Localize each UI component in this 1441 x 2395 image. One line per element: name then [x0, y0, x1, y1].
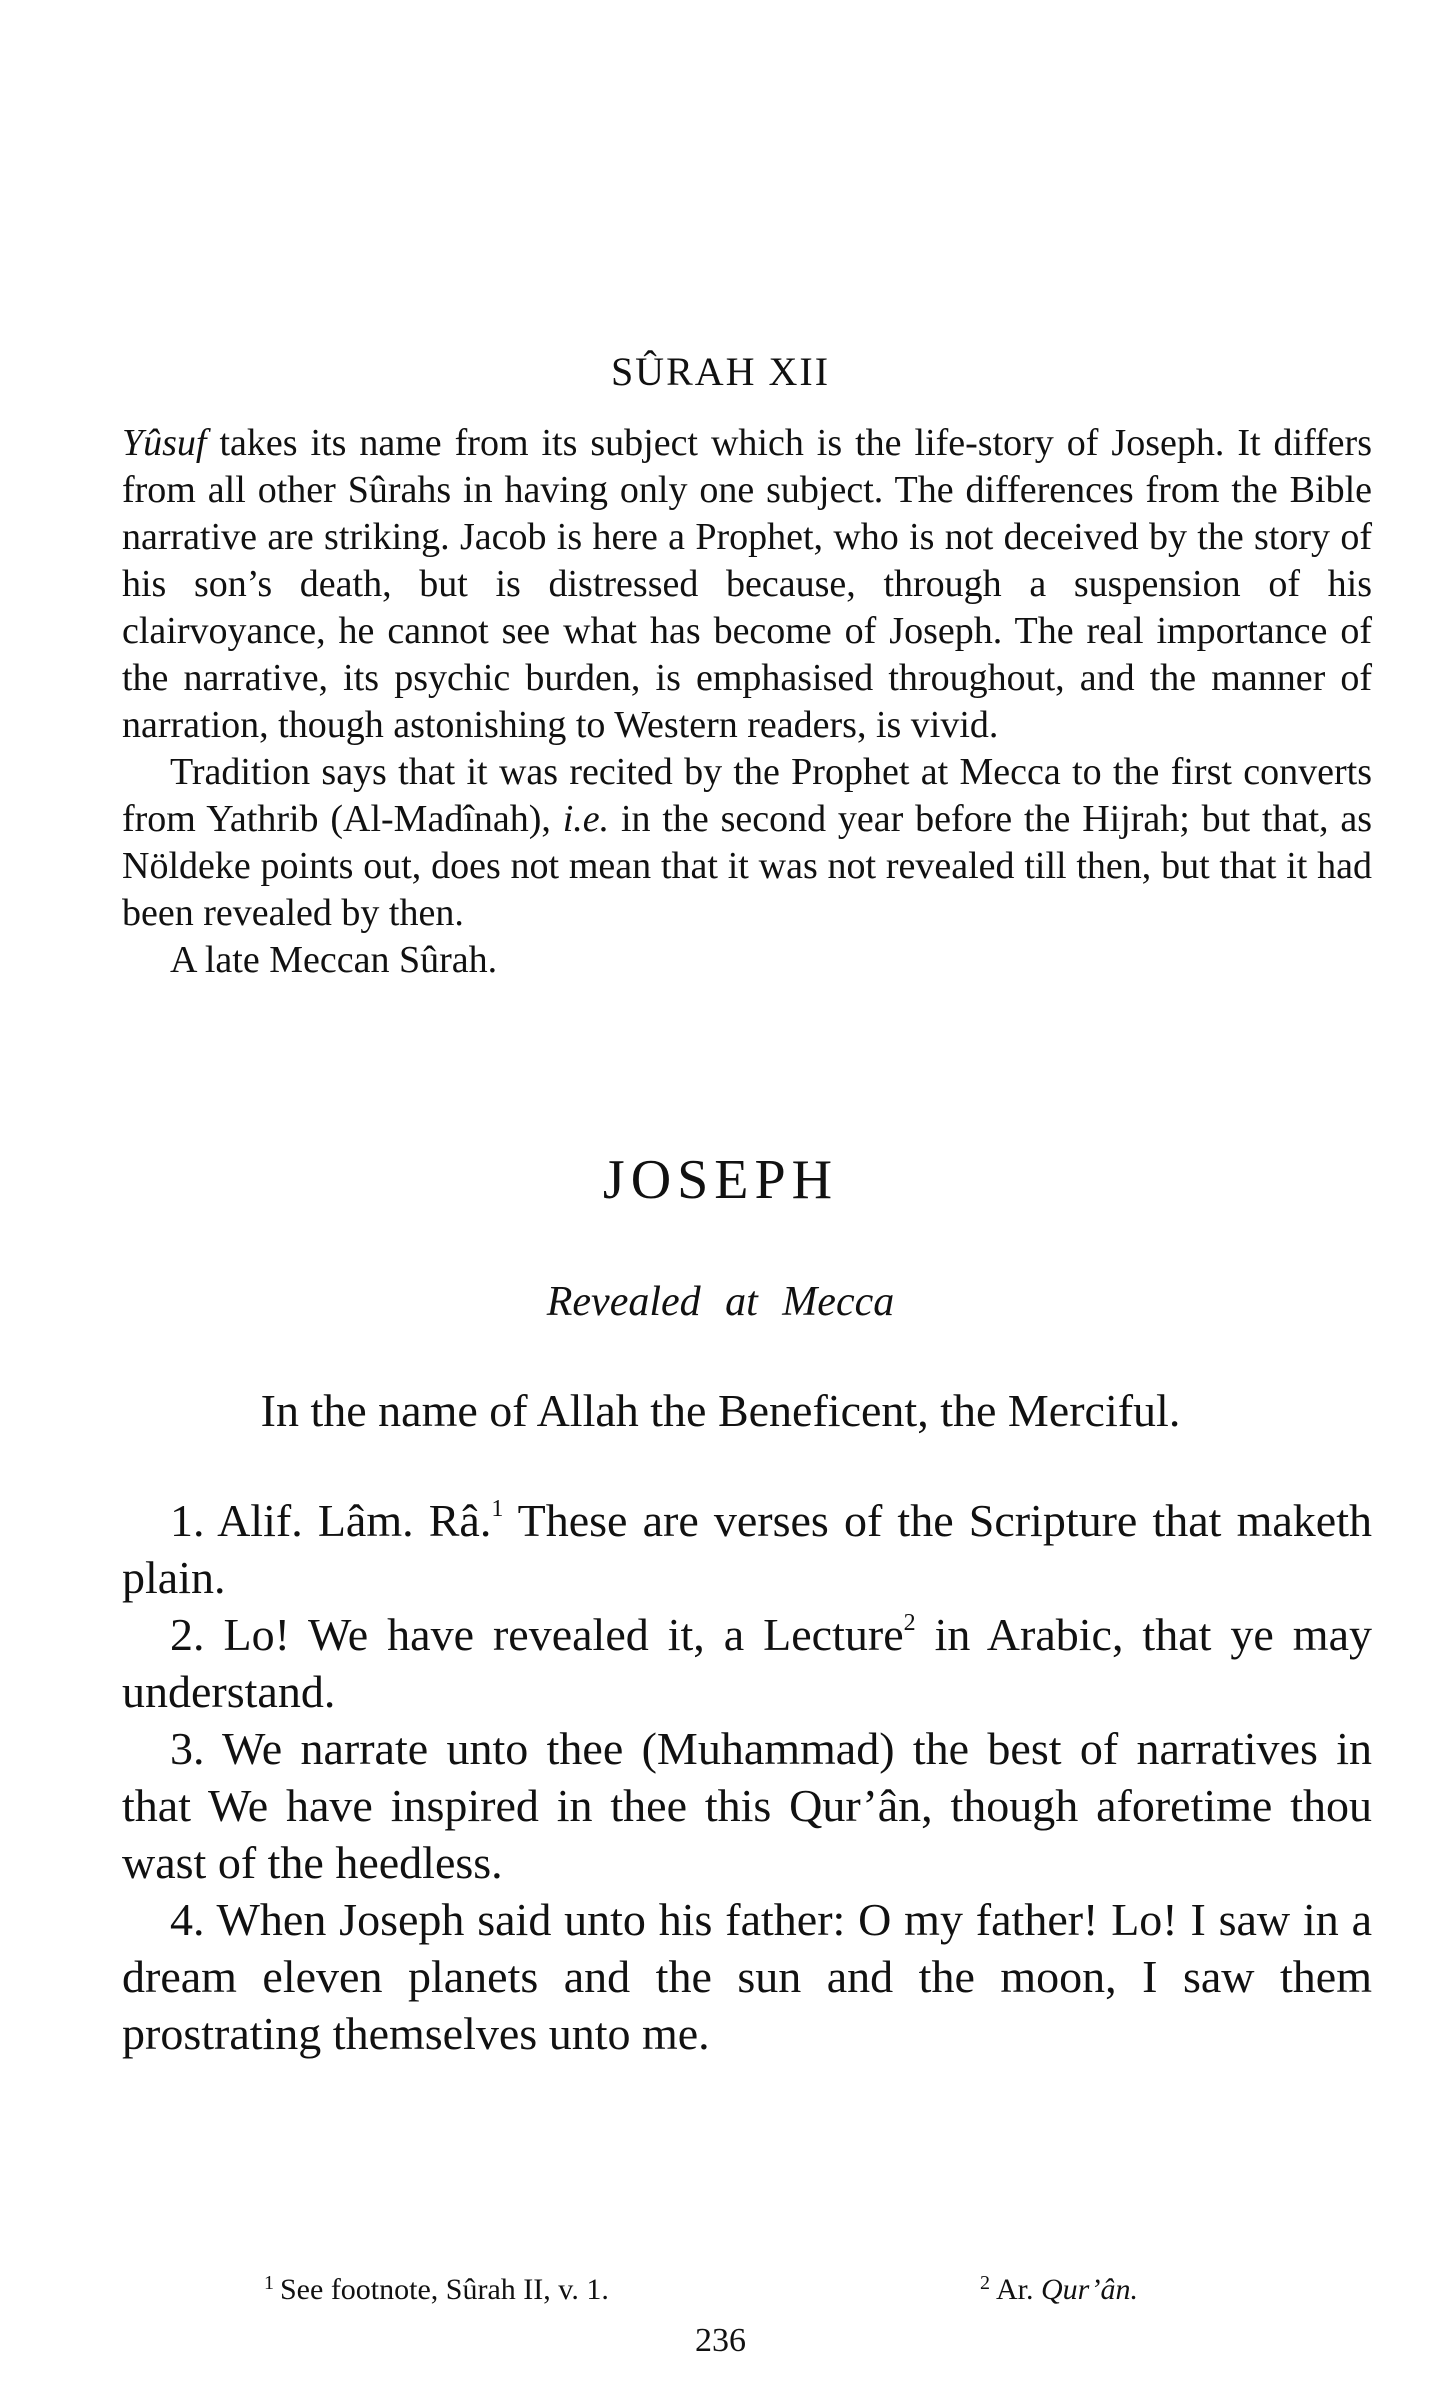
intro-p2-before: Tradition says that it was recited by the Prophet at Mecca to the first converts from Yathrib (Al-Madînah),	[122, 751, 1372, 840]
intro-p2-after: in the second year before the Hijrah; but that, as Nöldeke points out, does not mean that it was not revealed till then, but that it had been revealed by then.	[122, 798, 1372, 934]
chapter-title: JOSEPH	[602, 1149, 839, 1211]
introduction	[122, 420, 1372, 984]
intro-paragraph-1	[122, 420, 1372, 749]
intro-p2-ie: i.e.	[562, 798, 610, 840]
verse-1-end: These are verses of the Scripture that maketh plain.	[122, 1495, 1372, 1603]
footnote-1	[264, 2272, 609, 2307]
verse-3: 3. We narrate unto thee (Muhammad) the best of narratives in that We have inspired in thee this Qur’ân, though aforetime thou wast of the heedless.	[122, 1723, 1372, 1888]
verse-2-end: in Arabic, that ye may understand.	[122, 1609, 1372, 1717]
footnote-1-text: See footnote, Sûrah II, v. 1.	[280, 2273, 609, 2306]
verse-2-start: 2. Lo! We have revealed it, a Lecture	[170, 1609, 904, 1660]
footnote-2-mark: 2	[980, 2272, 990, 2294]
footnote-ref-1: 1	[491, 1496, 504, 1522]
invocation: In the name of Allah the Beneficent, the Merciful.	[260, 1385, 1181, 1436]
intro-paragraph-3: A late Meccan Sûrah.	[170, 939, 498, 981]
verse-1	[122, 1492, 1372, 1606]
footnote-2	[980, 2272, 1138, 2307]
page-number: 236	[695, 2322, 746, 2359]
footnote-ref-2: 2	[903, 1610, 916, 1636]
footnote-2-italic: Qur’ân.	[1041, 2273, 1138, 2306]
verse-1-start: 1. Alif. Lâm. Râ.	[170, 1495, 492, 1546]
surah-name: Yûsuf	[122, 422, 207, 464]
surah-heading: SÛRAH XII	[610, 349, 831, 394]
footnote-2-text: Ar.	[996, 2273, 1041, 2306]
intro-paragraph-2	[122, 749, 1372, 937]
verses	[122, 1492, 1372, 2062]
verse-2	[122, 1606, 1372, 1720]
footnote-1-mark: 1	[264, 2272, 274, 2294]
verse-4: 4. When Joseph said unto his father: O my father! Lo! I saw in a dream eleven planets and the sun and the moon, I saw them prostrating themselves unto me.	[122, 1894, 1372, 2059]
intro-p1-text: takes its name from its subject which is the life-story of Joseph. It differs from all other Sûrahs in having only one subject. The differences from the Bible narrative are striking. Jacob is here a Prophet, who is not deceived by the story of his son’s death, but is distressed because, through a suspension of his clairvoyance, he cannot see what has become of Joseph. The real importance of the narrative, its psychic burden, is emphasised throughout, and the manner of narration, though astonishing to Western readers, is vivid.	[122, 422, 1372, 746]
chapter-subtitle: Revealed at Mecca	[546, 1279, 895, 1325]
